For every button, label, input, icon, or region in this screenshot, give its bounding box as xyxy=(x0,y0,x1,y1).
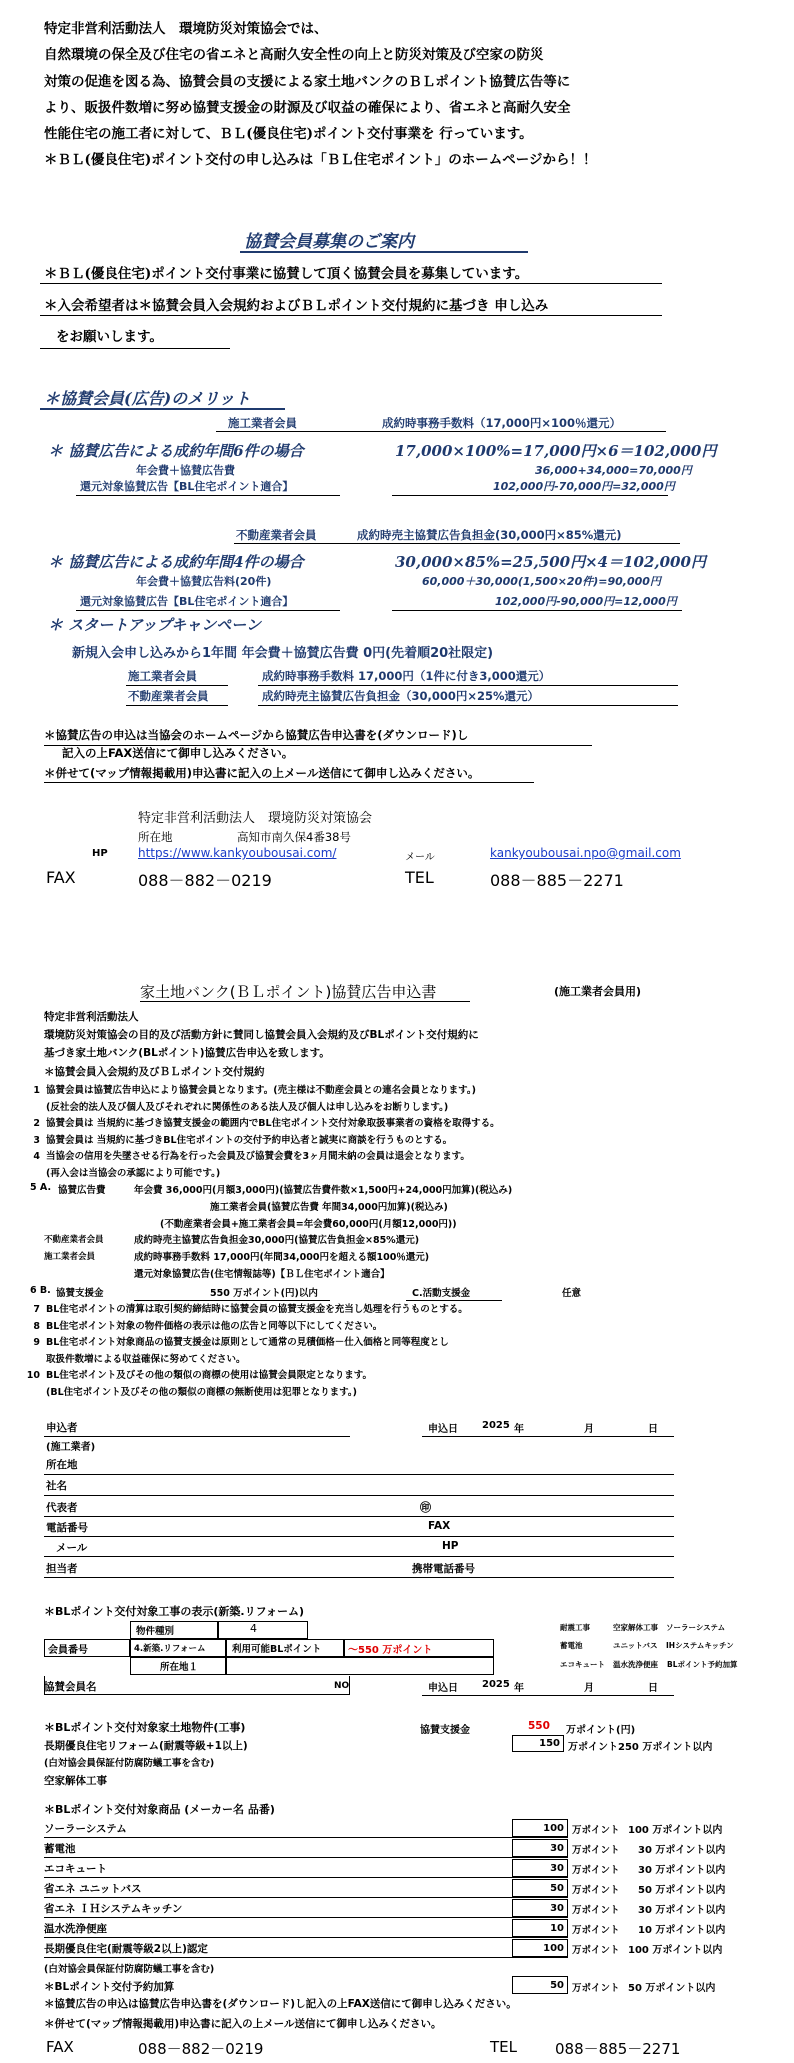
product-limit: 30 万ポイント以内 xyxy=(638,1905,726,1916)
reserve-limit: 50 万ポイント以内 xyxy=(628,1983,716,1994)
divider xyxy=(126,685,228,686)
apply-note-line-2: 記入の上FAX送信にて御申し込みください。 xyxy=(62,746,294,760)
support-unit: 万ポイント(円) xyxy=(566,1725,636,1736)
product-name: エコキュート xyxy=(44,1863,107,1875)
product-value[interactable]: 10 xyxy=(512,1919,568,1937)
merit-b-fee: 成約時売主協賛広告負担金(30,000円×85%還元) xyxy=(357,528,622,542)
rule-item: 7 BL住宅ポイントの清算は取引契約締結時に協賛会員の協賛支援金を充当し処理を行うものとする。 xyxy=(33,1304,468,1315)
representative-field[interactable] xyxy=(44,1516,674,1517)
merit-a-row2-value: 36,000+34,000=70,000円 xyxy=(535,464,692,477)
works-heading: ＊BLポイント交付対象家土地物件(工事) xyxy=(44,1721,246,1734)
recruit-line-2: ＊入会希望者は＊協賛会員入会規約およびＢＬポイント交付規約に基づき 申し込み xyxy=(44,298,549,314)
form-preamble xyxy=(44,1008,479,1062)
company-field[interactable] xyxy=(44,1495,674,1496)
representative-label: 代表者 xyxy=(46,1502,78,1514)
product-field[interactable] xyxy=(44,1858,568,1878)
footer-line-1: ＊協賛広告の申込は協賛広告申込書を(ダウンロード)し記入の上FAX送信にて御申し込みください。 xyxy=(44,1998,517,2010)
contact-address-label: 所在地 xyxy=(138,830,173,844)
divider xyxy=(234,543,680,544)
intro-line: ＊ＢＬ(優良住宅)ポイント交付の申し込みは「ＢＬ住宅ポイント」のホームページから！！ xyxy=(44,152,597,169)
contact-tel-label: TEL xyxy=(405,868,434,887)
contact-org: 特定非営利活動法人 環境防災対策協会 xyxy=(138,811,373,826)
product-field[interactable] xyxy=(44,1938,568,1958)
startup-contractor-label: 施工業者会員 xyxy=(128,669,197,683)
rule-5-realtor: 成約時売主協賛広告負担金30,000円(協賛広告負担金×85%還元) xyxy=(134,1235,420,1246)
product-field[interactable] xyxy=(44,1818,568,1838)
contact-mail-link[interactable]: kankyoubousai.npo@gmail.com xyxy=(490,846,681,860)
recruit-line-1: ＊ＢＬ(優良住宅)ポイント交付事業に協賛して頂く協賛会員を募集しています。 xyxy=(44,266,529,282)
support-value: 550 xyxy=(528,1720,550,1732)
form-preamble-line: 特定非営利活動法人 xyxy=(44,1011,139,1023)
product-value[interactable]: 100 xyxy=(512,1939,568,1957)
merit-b-row3-value: 102,000円-90,000円=12,000円 xyxy=(495,595,677,608)
rule-5-text: 年会費 36,000円(月額3,000円)(協賛広告費件数×1,500円+24,000円加算)(税込み) xyxy=(134,1185,513,1196)
product-value[interactable]: 30 xyxy=(512,1899,568,1917)
footer-fax-label: FAX xyxy=(46,2038,74,2056)
contact-mail-label: メール xyxy=(405,852,435,863)
product-field[interactable] xyxy=(44,1838,568,1858)
product-field[interactable] xyxy=(44,1898,568,1918)
work-legend xyxy=(560,1622,739,1671)
product-value[interactable]: 50 xyxy=(512,1879,568,1897)
product-row xyxy=(44,1818,764,1838)
reserve-unit: 万ポイント xyxy=(572,1983,620,1994)
merit-a-title: 施工業者会員 xyxy=(228,416,297,430)
rule-6-value: 550 万ポイント(円)以内 xyxy=(210,1288,318,1299)
product-unit: 万ポイント xyxy=(572,1865,620,1876)
type-value: 4 xyxy=(250,1622,257,1635)
product-unit: 万ポイント xyxy=(572,1925,620,1936)
sponsor-name-label: 協賛会員名 xyxy=(44,1681,97,1693)
heading-underline xyxy=(40,408,285,410)
display-year-unit: 年 xyxy=(514,1683,524,1694)
divider xyxy=(40,283,662,284)
divider xyxy=(392,610,682,611)
contact-hp-link[interactable]: https://www.kankyoubousai.com/ xyxy=(138,846,337,860)
merit-b-row3-label: 還元対象協賛広告【BL住宅ポイント適合】 xyxy=(80,595,294,608)
product-limit: 10 万ポイント以内 xyxy=(638,1925,726,1936)
rule-6-activity: C.活動支援金 xyxy=(412,1288,471,1299)
rule-item: 1 協賛会員は協賛広告申込により協賛会員となります。(売主様は不動産会員との連名会員となります。) xyxy=(33,1085,476,1096)
rule-5-realtor-label: 不動産業者会員 xyxy=(44,1235,104,1245)
divider xyxy=(406,1300,502,1301)
apply-year: 2025 xyxy=(482,1420,510,1431)
heading-underline xyxy=(240,251,528,253)
contact-hp-label: HP xyxy=(92,848,108,859)
contact-address: 高知市南久保4番38号 xyxy=(237,830,351,844)
contact-fax: 088－882－0219 xyxy=(138,871,272,890)
products-list xyxy=(44,1818,764,1958)
apply-month-unit: 月 xyxy=(584,1424,594,1435)
recruit-heading: 協賛会員募集のご案内 xyxy=(244,232,414,252)
divider xyxy=(392,495,668,496)
startup-contractor-text: 成約時事務手数料 17,000円（1件に付き3,000還元） xyxy=(262,669,551,683)
applicant-label: 申込者 xyxy=(46,1422,78,1434)
product-row xyxy=(44,1898,764,1918)
intro-line: 特定非営利活動法人 環境防災対策協会では、 xyxy=(44,21,328,37)
product-row xyxy=(44,1838,764,1858)
sponsor-no-label: NO xyxy=(334,1681,350,1691)
intro-line: 対策の促進を図る為、協賛会員の支援による家土地バンクのＢＬポイント協賛広告等に xyxy=(44,73,571,90)
type-label: 物件種別 xyxy=(136,1626,175,1637)
product-unit: 万ポイント xyxy=(572,1945,620,1956)
display-year: 2025 xyxy=(482,1679,510,1690)
rule-item: 9 BL住宅ポイント対象商品の協賛支援金は原則として通常の見積価格－仕入価格と同等程度とし xyxy=(33,1337,449,1348)
rule-5-contractor: 施工業者会員(協賛広告費 年間34,000円加算)(税込み) xyxy=(210,1202,448,1213)
divider xyxy=(216,431,666,432)
product-unit: 万ポイント xyxy=(572,1905,620,1916)
merit-b-row2-value: 60,000＋30,000(1,500×20件)=90,000円 xyxy=(422,575,661,588)
member-no-label: 会員番号 xyxy=(48,1645,88,1656)
products-heading: ＊BLポイント交付対象商品 (メーカー名 品番) xyxy=(44,1803,275,1816)
contact-fax-label: FAX xyxy=(46,868,76,887)
product-name: 長期優良住宅(耐震等級2以上)認定 xyxy=(44,1943,208,1955)
product-row xyxy=(44,1858,764,1878)
recruit-line-3: をお願いします。 xyxy=(56,329,163,345)
product-row xyxy=(44,1938,764,1958)
rules-heading: ＊協賛会員入会規約及びＢＬポイント交付規約 xyxy=(44,1066,265,1078)
works-line-3: 空家解体工事 xyxy=(44,1775,107,1787)
reserve-label: ＊BLポイント交付予約加算 xyxy=(44,1981,175,1993)
merit-b-row2-label: 年会費＋協賛広告料(20件) xyxy=(136,575,272,588)
product-limit: 50 万ポイント以内 xyxy=(638,1885,726,1896)
divider xyxy=(44,745,592,746)
divider xyxy=(40,315,662,316)
divider xyxy=(126,705,228,706)
divider xyxy=(44,782,534,783)
legend-row: エコキュート 温水洗浄便座 BLポイント予約加算 xyxy=(560,1660,738,1669)
rule-6-any: 任意 xyxy=(562,1288,582,1299)
form-title: 家土地バンク(ＢＬポイント)協賛広告申込書 xyxy=(140,983,437,1001)
works-line-1-unit: 万ポイント250 万ポイント以内 xyxy=(568,1742,713,1753)
apply-date-label: 申込日 xyxy=(428,1424,458,1435)
form-title-sub: (施工業者会員用) xyxy=(554,985,642,998)
rule-item: 4 当協会の信用を失墜させる行為を行った会員及び協賛会費を3ヶ月間未納の会員は退会となります。 xyxy=(33,1151,470,1162)
product-field[interactable] xyxy=(44,1878,568,1898)
intro-line: 性能住宅の施工者に対して、ＢＬ(優良住宅)ポイント交付事業を 行っています。 xyxy=(44,126,533,143)
rule-item: 10 BL住宅ポイント及びその他の類似の商標の使用は協賛会員限定となります。 xyxy=(26,1370,373,1381)
type-value-cell[interactable] xyxy=(218,1621,308,1639)
works-line-2: (白対協会員保証付防腐防蟻工事を含む) xyxy=(44,1758,215,1769)
seal-icon: ㊞ xyxy=(420,1501,431,1514)
kind-value: 4.新築.リフォーム xyxy=(134,1644,206,1654)
product-limit: 100 万ポイント以内 xyxy=(628,1945,723,1956)
rule-item: (反社会的法人及び個人及びそれぞれに関係性のある法人及び個人は申し込みをお断りします。) xyxy=(46,1101,449,1113)
product-limit: 30 万ポイント以内 xyxy=(638,1865,726,1876)
contractor-label: (施工業者) xyxy=(46,1442,96,1453)
display-month-unit: 月 xyxy=(584,1683,594,1694)
rule-item: 8 BL住宅ポイント対象の物件価格の表示は他の広告と同等以下にしてください。 xyxy=(33,1320,383,1332)
product-unit: 万ポイント xyxy=(572,1845,620,1856)
phone-field[interactable] xyxy=(44,1536,674,1537)
apply-year-unit: 年 xyxy=(514,1424,524,1435)
rules-list xyxy=(14,1083,500,1182)
merit-b-calc: 30,000×85%=25,500円×4＝102,000円 xyxy=(395,553,706,571)
rule-5-contractor-label: 施工業者会員 xyxy=(44,1252,96,1262)
display-date-label: 申込日 xyxy=(428,1683,458,1694)
divider xyxy=(134,1300,330,1301)
location-field[interactable] xyxy=(226,1657,494,1675)
mobile-label: 携帯電話番号 xyxy=(412,1563,475,1575)
product-limit: 30 万ポイント以内 xyxy=(638,1845,726,1856)
form-preamble-line: 環境防災対策協会の目的及び活動方針に賛同し協賛会員入会規約及びBLポイント交付規約に xyxy=(44,1029,479,1041)
applicant-line[interactable] xyxy=(44,1436,350,1437)
display-date-line[interactable] xyxy=(422,1695,674,1696)
footer-line-2: ＊併せて(マップ情報掲載用)申込書に記入の上メール送信にて御申し込みください。 xyxy=(44,2018,442,2030)
support-label: 協賛支援金 xyxy=(420,1725,470,1736)
divider xyxy=(40,348,230,349)
divider xyxy=(140,1001,470,1002)
product-name: 蓄電池 xyxy=(44,1843,76,1855)
merit-a-row3-label: 還元対象協賛広告【BL住宅ポイント適合】 xyxy=(80,480,294,493)
rule-item: 取扱件数増による収益確保に努めてください。 xyxy=(46,1353,246,1365)
product-field[interactable] xyxy=(44,1918,568,1938)
product-unit: 万ポイント xyxy=(572,1825,620,1836)
avail-value: ～550 万ポイント xyxy=(348,1645,433,1656)
apply-day-unit: 日 xyxy=(648,1424,658,1435)
location-label: 所在地１ xyxy=(160,1662,199,1673)
product-unit: 万ポイント xyxy=(572,1885,620,1896)
sponsor-name-field[interactable] xyxy=(44,1676,350,1695)
intro-paragraph xyxy=(44,16,597,174)
display-heading: ＊BLポイント交付対象工事の表示(新築.リフォーム) xyxy=(44,1605,305,1618)
product-row xyxy=(44,1918,764,1938)
merit-a-row2-label: 年会費＋協賛広告費 xyxy=(136,464,235,477)
apply-note-line-3: ＊併せて(マップ情報掲載用)申込書に記入の上メール送信にて御申し込みください。 xyxy=(44,766,480,780)
fax-label: FAX xyxy=(428,1520,451,1532)
product-value[interactable]: 30 xyxy=(512,1859,568,1877)
company-label: 社名 xyxy=(46,1480,67,1492)
display-day-unit: 日 xyxy=(648,1683,658,1694)
rule-6-label: 協賛支援金 xyxy=(56,1288,104,1299)
rule-item: 2 協賛会員は 当規約に基づき協賛支援金の範囲内でBL住宅ポイント交付対象取扱事業者の資格を取得する。 xyxy=(33,1118,500,1129)
merit-a-case: ＊ 協賛広告による成約年間6件の場合 xyxy=(48,442,304,460)
divider xyxy=(258,685,678,686)
rule-item: (再入会は当協会の承認により可能です。) xyxy=(46,1167,221,1179)
divider xyxy=(76,610,340,611)
merit-b-title: 不動産業者会員 xyxy=(236,528,317,542)
footer-tel-label: TEL xyxy=(490,2038,517,2056)
product-name: 省エネ ユニットバス xyxy=(44,1883,142,1895)
rule-item: 3 協賛会員は 当規約に基づきBL住宅ポイントの交付予約申込者と誠実に商談を行うものとする。 xyxy=(33,1134,453,1146)
form-preamble-line: 基づき家土地バンク(BLポイント)協賛広告申込を致します。 xyxy=(44,1047,330,1059)
rule-5-combined: (不動産業者会員+施工業者会員=年会費60,000円(月額12,000円)) xyxy=(160,1219,457,1230)
date-line[interactable] xyxy=(422,1436,674,1437)
contact-tel: 088－885－2271 xyxy=(490,871,624,890)
apply-note-line-1: ＊協賛広告の申込は当協会のホームページから協賛広告申込書を(ダウンロード)し xyxy=(44,728,469,742)
footer-fax: 088－882－0219 xyxy=(138,2040,264,2058)
footer-tel: 088－885－2271 xyxy=(555,2040,681,2058)
product-name: 省エネ ＩＨシステムキッチン xyxy=(44,1903,183,1915)
rule-5-label: 協賛広告費 xyxy=(58,1185,106,1196)
address-label: 所在地 xyxy=(46,1459,78,1471)
works-line-1: 長期優良住宅リフォーム(耐震等級+1以上) xyxy=(44,1740,248,1752)
intro-line: 自然環境の保全及び住宅の省エネと高耐久安全性の向上と防災対策及び空家の防災 xyxy=(44,47,544,64)
legend-row: 蓄電池 ユニットバス IHシステムキッチン xyxy=(560,1641,734,1650)
rule-6-number: 6 B. xyxy=(30,1285,51,1296)
rule-5-refund: 還元対象協賛広告(住宅情報誌等)【ＢＬ住宅ポイント適合】 xyxy=(134,1269,390,1280)
divider xyxy=(258,705,678,706)
intro-line: より、販扱件数増に努め協賛支援金の財源及び収益の確保により、省エネと高耐久安全 xyxy=(44,99,571,116)
product-value[interactable]: 30 xyxy=(512,1839,568,1857)
mail-field[interactable] xyxy=(44,1556,674,1557)
person-field[interactable] xyxy=(44,1577,674,1578)
mail-label: メール xyxy=(56,1542,88,1554)
person-label: 担当者 xyxy=(46,1563,78,1575)
reserve-value[interactable]: 50 xyxy=(512,1976,568,1994)
startup-realtor-label: 不動産業者会員 xyxy=(128,689,209,703)
product-name: 温水洗浄便座 xyxy=(44,1923,107,1935)
hp-label: HP xyxy=(442,1540,459,1552)
divider xyxy=(76,495,340,496)
merit-a-fee: 成約時事務手数料（17,000円×100％還元） xyxy=(382,416,622,430)
phone-label: 電話番号 xyxy=(46,1522,88,1534)
product-name: ソーラーシステム xyxy=(44,1823,127,1835)
merit-a-row3-value: 102,000円-70,000円=32,000円 xyxy=(493,480,675,493)
avail-label: 利用可能BLポイント xyxy=(232,1644,322,1655)
product-value[interactable]: 100 xyxy=(512,1819,568,1837)
merit-heading: ＊協賛会員(広告)のメリット xyxy=(44,389,251,408)
startup-title: ＊ スタートアップキャンペーン xyxy=(48,616,261,634)
address-field[interactable] xyxy=(44,1474,674,1475)
merit-a-calc: 17,000×100%=17,000円×6＝102,000円 xyxy=(395,442,717,460)
product-limit: 100 万ポイント以内 xyxy=(628,1825,723,1836)
products-note: (白対協会員保証付防腐防蟻工事を含む) xyxy=(44,1964,215,1975)
merit-b-case: ＊ 協賛広告による成約年間4件の場合 xyxy=(48,553,304,571)
rules-list-2 xyxy=(14,1302,468,1401)
rule-5-contractor-fee: 成約時事務手数料 17,000円(年間34,000円を超える額100％還元) xyxy=(134,1252,430,1263)
startup-text: 新規入会申し込みから1年間 年会費＋協賛広告費 0円(先着順20社限定) xyxy=(72,646,494,661)
rule-item: (BL住宅ポイント及びその他の類似の商標の無断使用は犯罪となります。) xyxy=(46,1386,357,1398)
works-line-1-value[interactable]: 150 xyxy=(512,1735,564,1752)
legend-row: 耐震工事 空家解体工事 ソーラーシステム xyxy=(560,1623,726,1632)
rule-5-number: 5 A. xyxy=(30,1182,52,1193)
product-row xyxy=(44,1878,764,1898)
startup-realtor-text: 成約時売主協賛広告負担金（30,000円×25%還元） xyxy=(262,689,540,703)
